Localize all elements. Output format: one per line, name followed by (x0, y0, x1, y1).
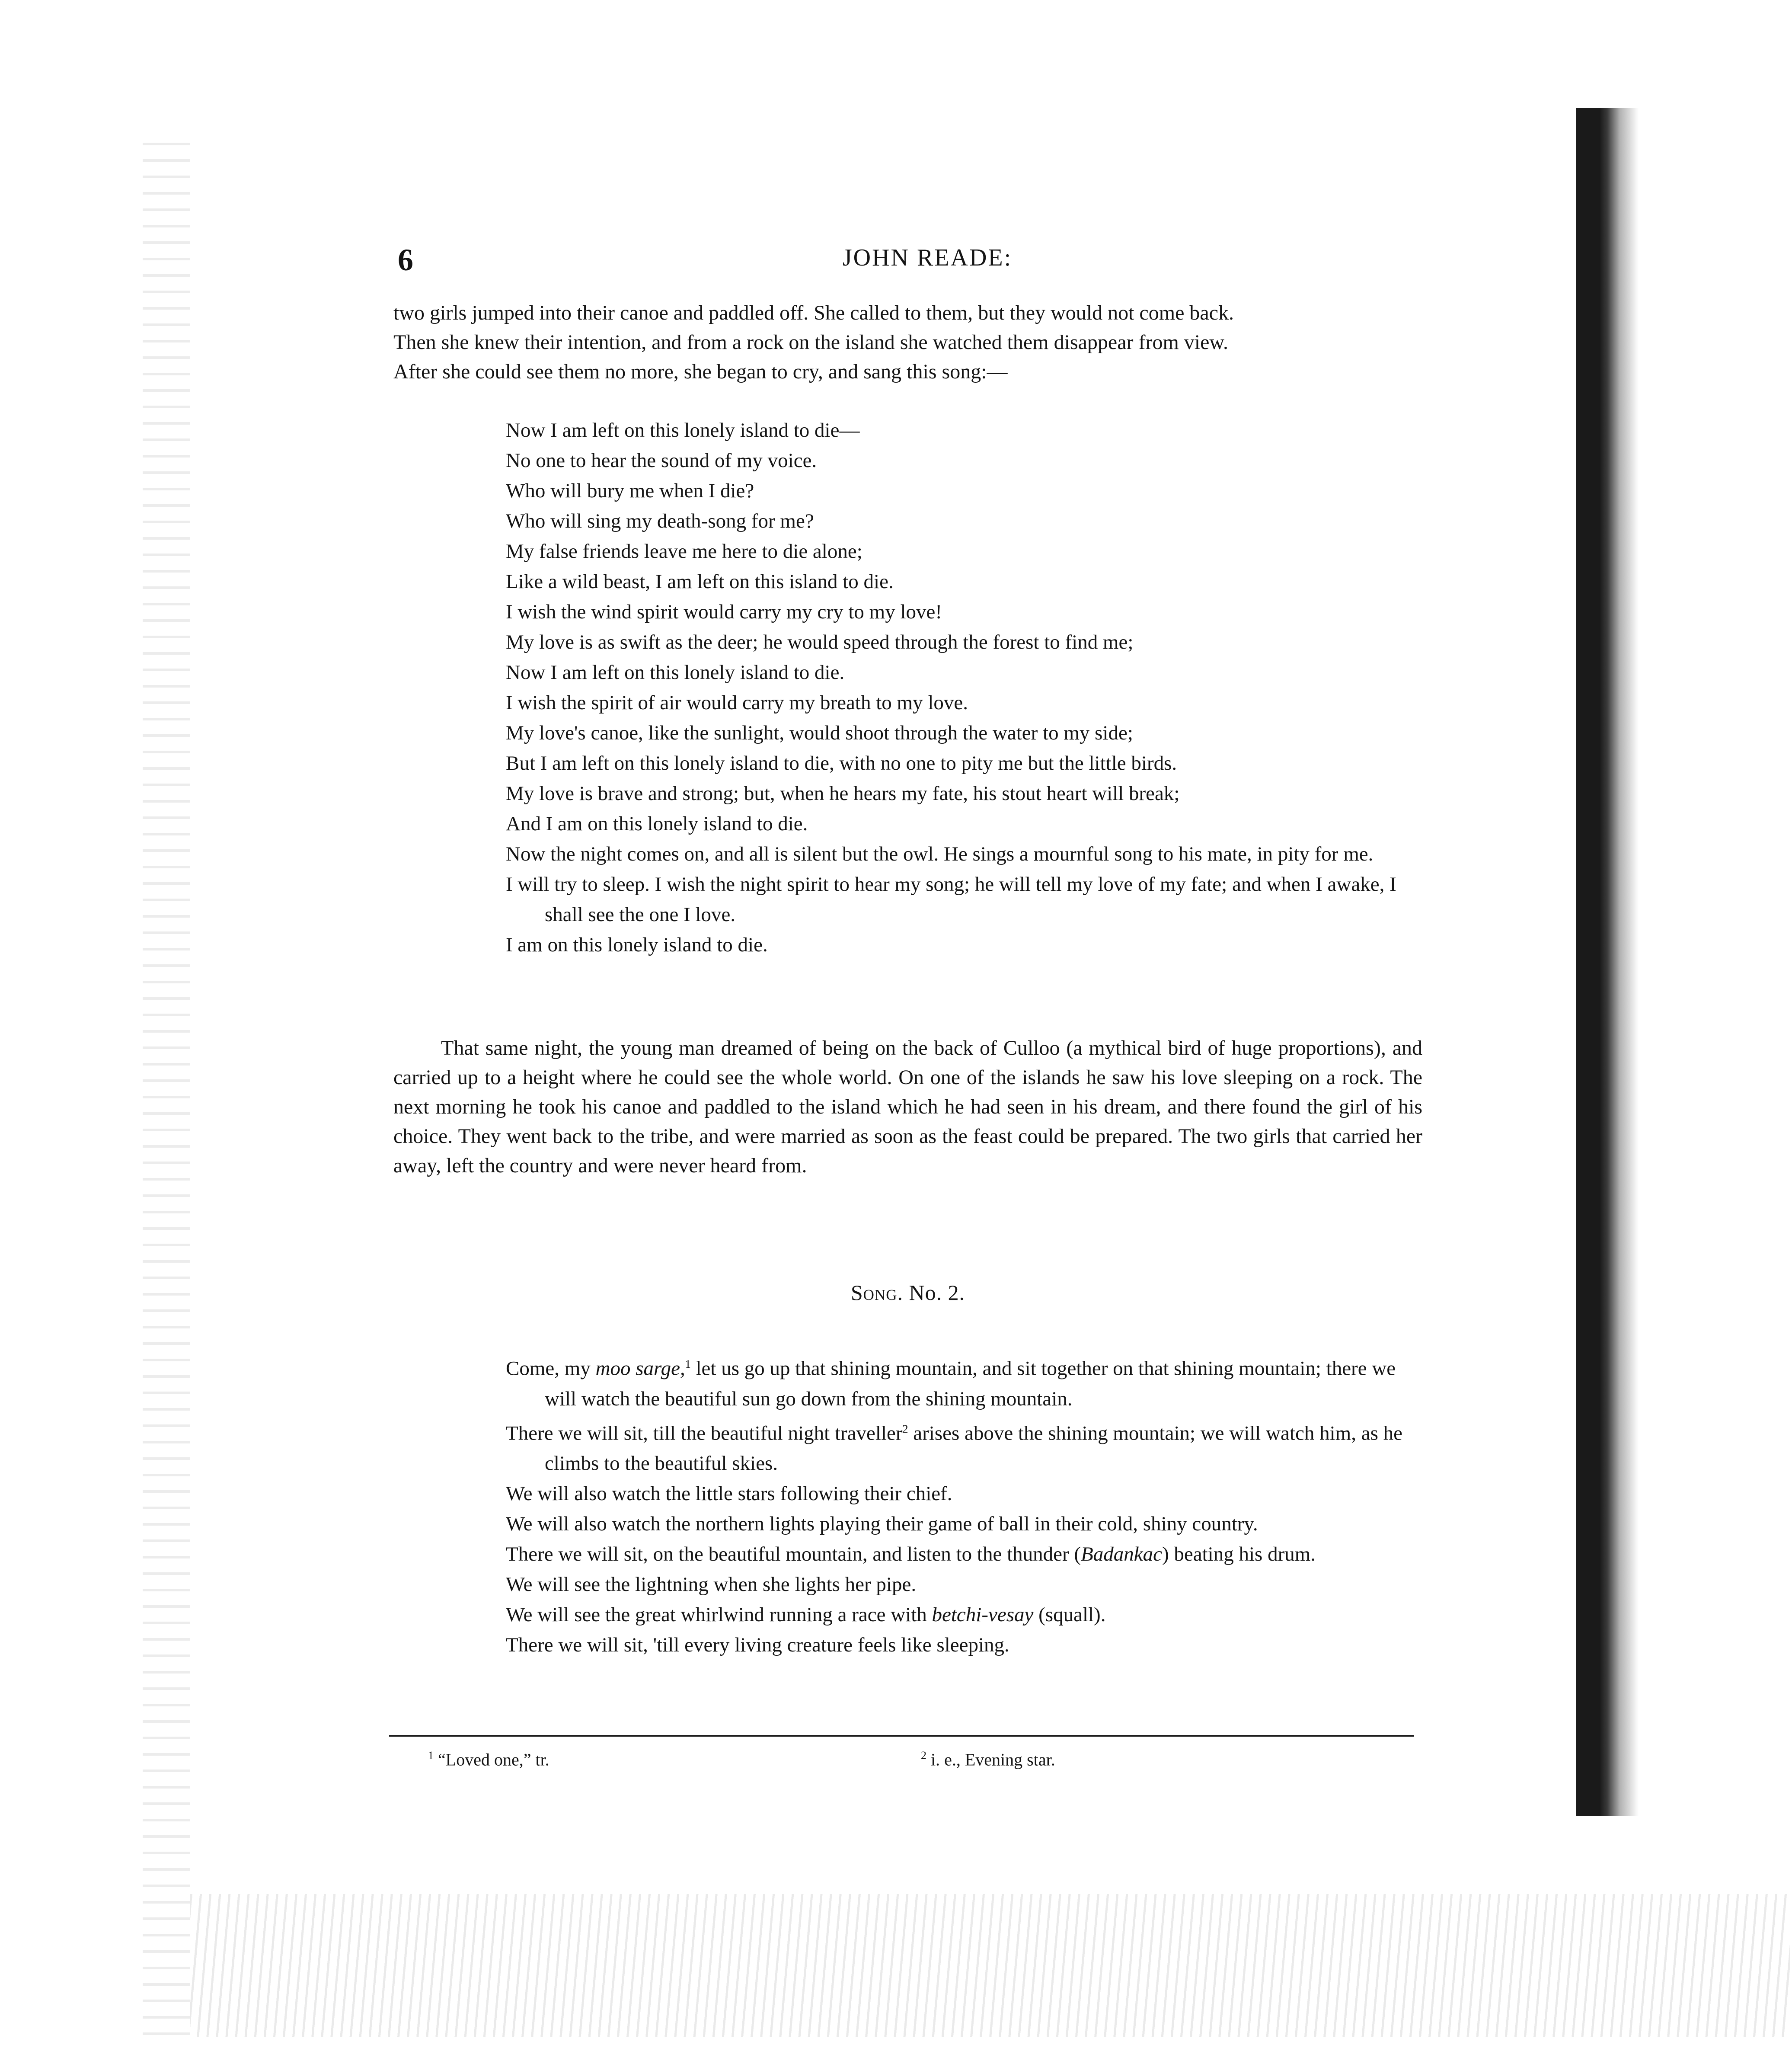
song-line: And I am on this lonely island to die. (506, 813, 808, 835)
intro-line: After she could see them no more, she began to cry, and sang this song:— (393, 360, 1008, 383)
song-line: We will also watch the northern lights playing their game of ball in their cold, shiny country. (506, 1513, 1258, 1536)
footnote-ref: 1 (685, 1358, 691, 1370)
scan-edge-bottom (190, 1894, 1790, 2037)
page-header (398, 242, 1457, 277)
song-two-title (393, 1280, 1422, 1305)
scan-edge-left (143, 143, 190, 2045)
song-line: My love's canoe, like the sunlight, would shoot through the water to my side; (506, 722, 1133, 744)
song-line: Who will sing my death-song for me? (506, 510, 814, 532)
song-line: Now I am left on this lonely island to die— (506, 419, 860, 442)
song-number: No. 2. (909, 1280, 965, 1305)
song-two (506, 1349, 1431, 1660)
song-line: I will try to sleep. I wish the night spirit to hear my song; he will tell my love of my fate; and when I awake, I shall see the one I love. (506, 873, 1396, 926)
scan-edge-right (1576, 108, 1639, 1816)
song-line: No one to hear the sound of my voice. (506, 449, 817, 472)
footnote-1: $^1$ “Loved one,” tr. (428, 1749, 549, 1770)
song-line: I wish the spirit of air would carry my breath to my love. (506, 691, 968, 714)
intro-line: Then she knew their intention, and from a rock on the island she watched them disappear from view. (393, 331, 1228, 354)
song-line: We will also watch the little stars following their chief. (506, 1482, 952, 1505)
song-line: My love is brave and strong; but, when he hears my fate, his stout heart will break; (506, 782, 1180, 805)
song-line: We will see the lightning when she lights her pipe. (506, 1573, 917, 1596)
song-line: Now I am left on this lonely island to die. (506, 661, 845, 684)
song-line: I am on this lonely island to die. (506, 934, 768, 956)
song-line: There we will sit, till the beautiful night traveller$^2$ arises above the shining mountain; we will watch him, as he climbs to the beautiful skies. (506, 1422, 1402, 1475)
song-line: But I am left on this lonely island to die, with no one to pity me but the little birds. (506, 752, 1177, 774)
intro-line: two girls jumped into their canoe and paddled off. She called to them, but they would not come back. (393, 301, 1234, 324)
song-line: Who will bury me when I die? (506, 480, 754, 502)
native-term: moo sarge, (595, 1357, 685, 1380)
running-head: JOHN READE: (842, 244, 1013, 271)
footnote-ref: 2 (902, 1422, 908, 1435)
song-line: My love is as swift as the deer; he would speed through the forest to find me; (506, 631, 1134, 653)
page-number: 6 (398, 243, 413, 277)
song-line: My false friends leave me here to die alone; (506, 540, 862, 563)
native-term: betchi-vesay (932, 1603, 1034, 1626)
song-line: There we will sit, on the beautiful mountain, and listen to the thunder (Badankac) beating his drum. (506, 1543, 1316, 1566)
story-paragraph: That same night, the young man dreamed of being on the back of Culloo (a mythical bird of huge proportions), and carried up to a height where he could see the whole world. On one of the islands he saw his love sleeping on a rock. The next morning he took his canoe and paddled to the island which he had seen in his dream, and there found the girl of his choice. They went back to the tribe, and were married as soon as the feast could be prepared. The two girls that carried her away, left the country and were never heard from. (393, 1037, 1422, 1177)
song-line: I wish the wind spirit would carry my cry to my love! (506, 601, 942, 623)
song-one (506, 415, 1431, 960)
footnote-rule (389, 1735, 1414, 1737)
intro-paragraph (393, 298, 1422, 387)
song-label: Song. (850, 1280, 904, 1305)
song-line: Like a wild beast, I am left on this island to die. (506, 570, 894, 593)
native-term: Badankac (1081, 1543, 1162, 1566)
song-line: There we will sit, 'till every living creature feels like sleeping. (506, 1634, 1009, 1657)
footnote-2: $^2$ i. e., Evening star. (921, 1749, 1055, 1770)
song-line: Come, my moo sarge,$^1$ let us go up that shining mountain, and sit together on that shining mountain; there we will watch the beautiful sun go down from the shining mountain. (506, 1357, 1396, 1410)
song-line: We will see the great whirlwind running a race with betchi-vesay (squall). (506, 1603, 1106, 1626)
song-line: Now the night comes on, and all is silent but the owl. He sings a mournful song to his mate, in pity for me. (506, 843, 1374, 865)
